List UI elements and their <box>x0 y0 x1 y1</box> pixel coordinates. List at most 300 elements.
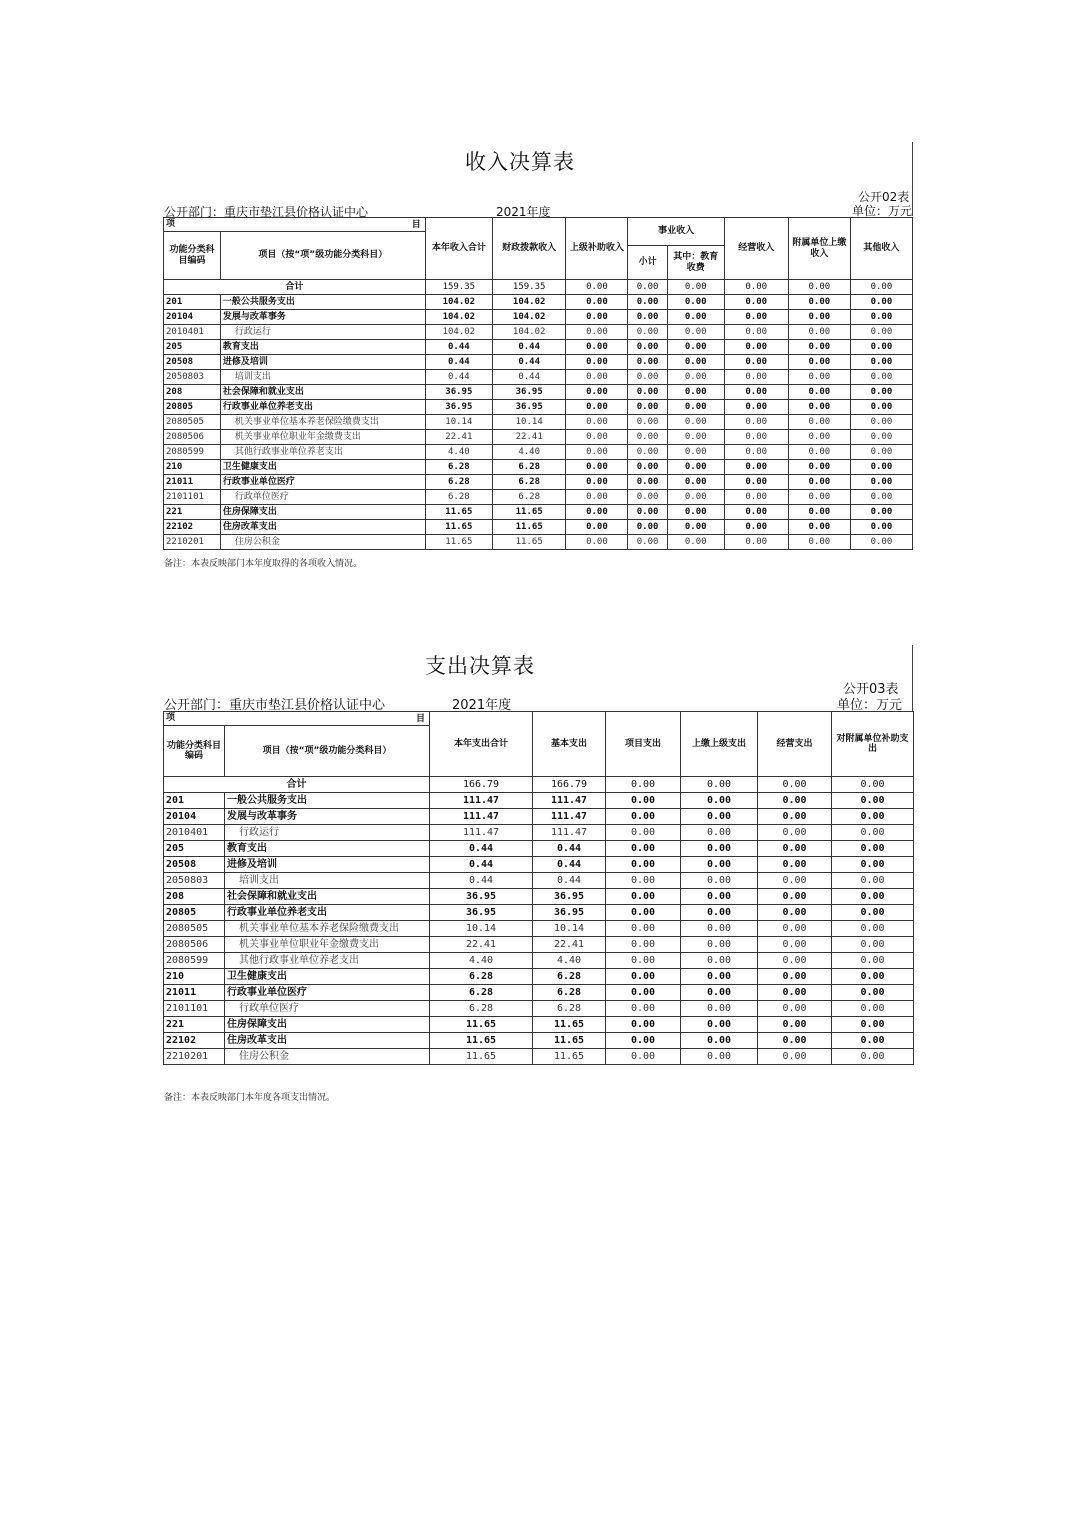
expense-row-value: 0.00 <box>606 873 681 889</box>
expense-row-value: 0.00 <box>681 841 758 857</box>
income-row-code: 2050803 <box>164 370 221 385</box>
income-head-xiangmu <box>164 218 426 232</box>
income-table-row <box>164 340 913 355</box>
expense-row-value: 0.00 <box>681 969 758 985</box>
income-row-value: 0.00 <box>566 445 628 460</box>
income-row-value: 0.00 <box>850 355 912 370</box>
expense-row-value: 6.28 <box>533 985 606 1001</box>
expense-table-row <box>164 969 914 985</box>
income-row-value: 0.00 <box>667 310 724 325</box>
income-row-value: 11.65 <box>425 505 492 520</box>
expense-row-value: 0.00 <box>758 937 832 953</box>
expense-table-row <box>164 889 914 905</box>
expense-row-code: 22102 <box>164 1033 225 1049</box>
income-row-name: 教育支出 <box>220 340 425 355</box>
income-row-value: 0.00 <box>566 310 628 325</box>
income-row-value: 0.00 <box>566 430 628 445</box>
income-table-row <box>164 460 913 475</box>
income-row-name: 培训支出 <box>220 370 425 385</box>
expense-row-value: 0.00 <box>606 1049 681 1065</box>
income-row-value: 6.28 <box>425 490 492 505</box>
expense-row-value: 0.44 <box>430 873 533 889</box>
expense-total-row <box>164 777 914 793</box>
income-row-value: 0.00 <box>850 370 912 385</box>
expense-row-value: 4.40 <box>430 953 533 969</box>
expense-row-value: 0.00 <box>681 905 758 921</box>
income-row-value: 0.00 <box>628 430 667 445</box>
income-row-code: 221 <box>164 505 221 520</box>
expense-row-name: 卫生健康支出 <box>225 969 430 985</box>
expense-row-code: 205 <box>164 841 225 857</box>
expense-row-code: 201 <box>164 793 225 809</box>
expense-col-header: 对附属单位补助支出 <box>832 712 914 777</box>
income-col-header: 其中：教育收费 <box>667 246 724 280</box>
expense-row-value: 36.95 <box>533 905 606 921</box>
expense-row-value: 0.00 <box>758 857 832 873</box>
income-row-value: 0.00 <box>566 535 628 550</box>
income-row-value: 0.00 <box>667 460 724 475</box>
expense-head-xiang: 项 <box>166 713 176 724</box>
expense-row-name: 一般公共服务支出 <box>225 793 430 809</box>
income-row-value: 0.00 <box>788 385 850 400</box>
expense-row-value: 0.00 <box>606 1001 681 1017</box>
income-row-name: 行政事业单位养老支出 <box>220 400 425 415</box>
income-col-header: 小计 <box>628 246 667 280</box>
income-row-value: 0.00 <box>850 295 912 310</box>
income-total-cell: 159.35 <box>492 280 565 295</box>
expense-row-value: 22.41 <box>430 937 533 953</box>
income-row-value: 0.00 <box>628 400 667 415</box>
expense-row-value: 0.00 <box>832 841 914 857</box>
income-row-value: 6.28 <box>425 475 492 490</box>
expense-row-code: 210 <box>164 969 225 985</box>
income-row-value: 0.00 <box>788 325 850 340</box>
expense-row-value: 111.47 <box>430 809 533 825</box>
expense-row-name: 培训支出 <box>225 873 430 889</box>
income-unit: 单位：万元 <box>852 204 913 218</box>
expense-row-name: 行政运行 <box>225 825 430 841</box>
income-row-value: 0.00 <box>724 445 788 460</box>
income-row-code: 2080505 <box>164 415 221 430</box>
income-row-value: 0.00 <box>566 415 628 430</box>
expense-row-value: 0.00 <box>832 1049 914 1065</box>
income-note: 备注：本表反映部门本年度取得的各项收入情况。 <box>164 559 363 569</box>
income-row-name: 其他行政事业单位养老支出 <box>220 445 425 460</box>
expense-row-value: 0.00 <box>606 889 681 905</box>
expense-note: 备注：本表反映部门本年度各项支出情况。 <box>164 1093 336 1103</box>
expense-row-value: 0.00 <box>832 857 914 873</box>
expense-row-value: 22.41 <box>533 937 606 953</box>
income-row-value: 0.00 <box>724 340 788 355</box>
expense-col-header: 项目支出 <box>606 712 681 777</box>
income-row-code: 2210201 <box>164 535 221 550</box>
income-col-header: 上级补助收入 <box>566 218 628 280</box>
income-table <box>163 217 913 550</box>
expense-row-value: 4.40 <box>533 953 606 969</box>
income-row-value: 104.02 <box>492 295 565 310</box>
income-total-cell: 0.00 <box>566 280 628 295</box>
income-row-value: 0.00 <box>850 520 912 535</box>
income-row-value: 0.00 <box>788 430 850 445</box>
income-row-value: 0.00 <box>667 430 724 445</box>
expense-total-cell: 0.00 <box>681 777 758 793</box>
income-year: 2021年度 <box>496 205 551 219</box>
expense-row-value: 111.47 <box>430 793 533 809</box>
expense-row-code: 21011 <box>164 985 225 1001</box>
expense-table-row <box>164 825 914 841</box>
income-row-value: 0.00 <box>667 400 724 415</box>
income-row-value: 10.14 <box>492 415 565 430</box>
income-title: 收入决算表 <box>465 150 575 174</box>
expense-row-value: 0.00 <box>832 905 914 921</box>
income-col-name-header: 项目（按“项”级功能分类科目） <box>220 232 425 280</box>
income-table-row <box>164 325 913 340</box>
expense-row-name: 住房改革支出 <box>225 1033 430 1049</box>
income-row-name: 发展与改革事务 <box>220 310 425 325</box>
expense-row-value: 11.65 <box>533 1049 606 1065</box>
expense-row-value: 0.00 <box>758 1017 832 1033</box>
income-right-border <box>912 142 913 216</box>
income-total-cell: 0.00 <box>628 280 667 295</box>
income-row-value: 0.00 <box>667 520 724 535</box>
income-row-value: 0.00 <box>788 295 850 310</box>
expense-row-value: 0.44 <box>430 857 533 873</box>
expense-row-value: 0.00 <box>758 793 832 809</box>
income-row-value: 0.00 <box>566 355 628 370</box>
expense-row-value: 0.00 <box>606 1017 681 1033</box>
income-row-value: 0.00 <box>628 415 667 430</box>
income-row-value: 0.44 <box>492 355 565 370</box>
income-row-name: 卫生健康支出 <box>220 460 425 475</box>
income-table-row <box>164 295 913 310</box>
expense-row-value: 0.00 <box>606 793 681 809</box>
expense-row-value: 0.00 <box>681 1049 758 1065</box>
expense-row-code: 2080599 <box>164 953 225 969</box>
income-row-value: 104.02 <box>492 325 565 340</box>
expense-row-value: 0.00 <box>606 857 681 873</box>
expense-row-value: 0.00 <box>681 889 758 905</box>
expense-row-value: 0.00 <box>832 953 914 969</box>
income-row-name: 进修及培训 <box>220 355 425 370</box>
income-row-value: 0.00 <box>628 355 667 370</box>
income-row-value: 0.00 <box>628 475 667 490</box>
income-row-value: 0.00 <box>724 400 788 415</box>
income-row-value: 0.00 <box>788 370 850 385</box>
expense-row-code: 2101101 <box>164 1001 225 1017</box>
expense-row-value: 0.00 <box>681 1033 758 1049</box>
expense-row-value: 0.00 <box>832 1033 914 1049</box>
expense-row-value: 0.00 <box>606 953 681 969</box>
income-row-code: 2010401 <box>164 325 221 340</box>
income-row-name: 机关事业单位基本养老保险缴费支出 <box>220 415 425 430</box>
income-form-no: 公开02表 <box>858 190 910 204</box>
income-row-value: 104.02 <box>425 295 492 310</box>
income-total-cell: 0.00 <box>667 280 724 295</box>
income-row-value: 0.00 <box>850 460 912 475</box>
income-row-value: 11.65 <box>492 520 565 535</box>
expense-row-value: 0.00 <box>832 1017 914 1033</box>
income-total-cell: 0.00 <box>788 280 850 295</box>
expense-row-value: 6.28 <box>430 1001 533 1017</box>
expense-total-label: 合计 <box>164 777 430 793</box>
income-row-value: 6.28 <box>492 490 565 505</box>
expense-table-row <box>164 841 914 857</box>
income-row-value: 0.00 <box>724 415 788 430</box>
expense-total-cell: 166.79 <box>430 777 533 793</box>
expense-col-header: 上缴上级支出 <box>681 712 758 777</box>
expense-head-xiangmu <box>164 712 430 726</box>
income-row-value: 0.44 <box>492 340 565 355</box>
income-row-value: 104.02 <box>425 310 492 325</box>
income-row-value: 0.00 <box>788 520 850 535</box>
income-row-value: 11.65 <box>425 535 492 550</box>
expense-total-cell: 0.00 <box>832 777 914 793</box>
income-row-value: 0.00 <box>724 325 788 340</box>
income-row-value: 0.00 <box>566 490 628 505</box>
expense-row-value: 0.00 <box>681 953 758 969</box>
income-row-value: 0.00 <box>628 340 667 355</box>
expense-row-value: 0.00 <box>606 937 681 953</box>
expense-row-value: 36.95 <box>533 889 606 905</box>
expense-row-value: 6.28 <box>533 1001 606 1017</box>
expense-table-row <box>164 921 914 937</box>
expense-row-value: 111.47 <box>533 825 606 841</box>
expense-row-name: 机关事业单位职业年金缴费支出 <box>225 937 430 953</box>
income-table-row <box>164 415 913 430</box>
expense-row-value: 0.00 <box>681 857 758 873</box>
income-row-value: 0.00 <box>850 490 912 505</box>
expense-row-name: 其他行政事业单位养老支出 <box>225 953 430 969</box>
income-table-row <box>164 475 913 490</box>
expense-row-value: 111.47 <box>533 809 606 825</box>
expense-col-header: 基本支出 <box>533 712 606 777</box>
income-row-value: 0.00 <box>566 520 628 535</box>
expense-row-value: 6.28 <box>430 969 533 985</box>
income-row-value: 0.00 <box>724 295 788 310</box>
income-row-value: 0.00 <box>667 370 724 385</box>
income-row-name: 一般公共服务支出 <box>220 295 425 310</box>
expense-row-value: 0.00 <box>758 809 832 825</box>
expense-table-row <box>164 937 914 953</box>
income-row-value: 0.00 <box>667 295 724 310</box>
income-row-value: 0.00 <box>850 310 912 325</box>
expense-row-name: 发展与改革事务 <box>225 809 430 825</box>
income-row-value: 0.00 <box>667 415 724 430</box>
income-row-name: 社会保障和就业支出 <box>220 385 425 400</box>
expense-row-name: 住房公积金 <box>225 1049 430 1065</box>
income-head-mu: 目 <box>411 220 421 230</box>
income-row-code: 208 <box>164 385 221 400</box>
expense-row-value: 0.00 <box>758 889 832 905</box>
expense-title: 支出决算表 <box>425 654 535 678</box>
income-row-value: 0.00 <box>628 385 667 400</box>
income-row-value: 0.00 <box>850 535 912 550</box>
income-row-code: 205 <box>164 340 221 355</box>
income-table-row <box>164 490 913 505</box>
expense-row-name: 行政单位医疗 <box>225 1001 430 1017</box>
expense-total-cell: 0.00 <box>758 777 832 793</box>
income-table-row <box>164 400 913 415</box>
income-table-row <box>164 355 913 370</box>
expense-row-value: 0.00 <box>832 1001 914 1017</box>
income-row-value: 0.00 <box>628 520 667 535</box>
income-row-value: 11.65 <box>492 505 565 520</box>
expense-row-name: 机关事业单位基本养老保险缴费支出 <box>225 921 430 937</box>
income-total-cell: 159.35 <box>425 280 492 295</box>
income-col-header: 其他收入 <box>850 218 912 280</box>
income-row-value: 0.00 <box>628 295 667 310</box>
income-row-value: 0.00 <box>566 460 628 475</box>
expense-row-value: 0.00 <box>606 809 681 825</box>
income-row-code: 2080599 <box>164 445 221 460</box>
income-row-value: 6.28 <box>492 475 565 490</box>
expense-col-name-header: 项目（按“项”级功能分类科目） <box>225 726 430 777</box>
income-row-value: 0.00 <box>628 505 667 520</box>
expense-row-value: 6.28 <box>430 985 533 1001</box>
expense-row-code: 208 <box>164 889 225 905</box>
income-head-xiang: 项 <box>166 219 176 230</box>
expense-table <box>163 711 914 1065</box>
expense-row-value: 0.00 <box>606 825 681 841</box>
expense-year: 2021年度 <box>452 698 512 713</box>
expense-row-code: 20104 <box>164 809 225 825</box>
expense-row-value: 0.00 <box>681 809 758 825</box>
income-row-value: 0.00 <box>850 340 912 355</box>
expense-row-value: 0.00 <box>681 937 758 953</box>
expense-row-value: 0.00 <box>832 873 914 889</box>
expense-row-value: 0.00 <box>606 1033 681 1049</box>
income-table-row <box>164 370 913 385</box>
income-row-value: 6.28 <box>492 460 565 475</box>
income-row-value: 0.00 <box>667 535 724 550</box>
income-row-code: 201 <box>164 295 221 310</box>
income-row-value: 0.00 <box>724 475 788 490</box>
expense-row-value: 11.65 <box>430 1049 533 1065</box>
income-row-value: 0.00 <box>724 460 788 475</box>
income-row-value: 0.00 <box>788 415 850 430</box>
expense-table-row <box>164 1049 914 1065</box>
income-table-row <box>164 310 913 325</box>
expense-row-value: 0.00 <box>758 953 832 969</box>
income-row-value: 104.02 <box>492 310 565 325</box>
income-row-value: 0.00 <box>850 445 912 460</box>
expense-row-value: 6.28 <box>533 969 606 985</box>
expense-table-row <box>164 985 914 1001</box>
income-row-value: 0.00 <box>788 505 850 520</box>
income-total-label: 合计 <box>164 280 426 295</box>
expense-row-value: 0.00 <box>832 889 914 905</box>
income-row-value: 0.00 <box>788 490 850 505</box>
expense-table-row <box>164 809 914 825</box>
income-row-value: 0.00 <box>628 370 667 385</box>
income-table-row <box>164 430 913 445</box>
income-row-value: 0.00 <box>566 385 628 400</box>
income-body <box>164 280 913 550</box>
income-row-value: 11.65 <box>425 520 492 535</box>
income-col-header: 附属单位上缴收入 <box>788 218 850 280</box>
expense-unit: 单位：万元 <box>837 698 903 713</box>
expense-row-value: 0.00 <box>681 825 758 841</box>
income-row-value: 0.00 <box>628 490 667 505</box>
income-col-code-header: 功能分类科目编码 <box>164 232 221 280</box>
expense-col-code-header: 功能分类科目编码 <box>164 726 225 777</box>
income-row-value: 0.00 <box>788 355 850 370</box>
expense-row-value: 0.00 <box>758 1001 832 1017</box>
expense-row-code: 221 <box>164 1017 225 1033</box>
expense-row-value: 0.00 <box>681 985 758 1001</box>
expense-row-code: 2010401 <box>164 825 225 841</box>
income-table-row <box>164 385 913 400</box>
income-row-value: 0.44 <box>492 370 565 385</box>
income-table-row <box>164 535 913 550</box>
income-row-value: 0.00 <box>788 445 850 460</box>
expense-row-value: 36.95 <box>430 889 533 905</box>
expense-row-value: 10.14 <box>430 921 533 937</box>
expense-total-cell: 166.79 <box>533 777 606 793</box>
income-row-value: 0.00 <box>724 520 788 535</box>
expense-row-code: 2080506 <box>164 937 225 953</box>
expense-head-mu: 目 <box>416 714 426 724</box>
expense-row-value: 0.00 <box>681 873 758 889</box>
expense-row-value: 0.44 <box>533 873 606 889</box>
expense-table-row <box>164 857 914 873</box>
expense-row-value: 111.47 <box>533 793 606 809</box>
expense-row-value: 0.00 <box>606 969 681 985</box>
income-row-value: 0.00 <box>566 340 628 355</box>
income-row-value: 11.65 <box>492 535 565 550</box>
income-row-value: 0.00 <box>628 535 667 550</box>
expense-row-value: 0.00 <box>758 1049 832 1065</box>
income-row-code: 21011 <box>164 475 221 490</box>
income-table-row <box>164 445 913 460</box>
expense-table-row <box>164 1033 914 1049</box>
income-row-value: 0.00 <box>850 475 912 490</box>
expense-row-value: 11.65 <box>533 1033 606 1049</box>
income-row-value: 22.41 <box>425 430 492 445</box>
expense-dept: 公开部门：重庆市垫江县价格认证中心 <box>164 698 386 713</box>
income-row-value: 0.00 <box>628 310 667 325</box>
income-row-name: 行政单位医疗 <box>220 490 425 505</box>
expense-row-name: 住房保障支出 <box>225 1017 430 1033</box>
income-row-value: 4.40 <box>425 445 492 460</box>
expense-table-row <box>164 1001 914 1017</box>
expense-row-code: 20508 <box>164 857 225 873</box>
income-row-value: 0.00 <box>724 490 788 505</box>
expense-row-value: 0.00 <box>681 793 758 809</box>
income-row-value: 0.00 <box>667 325 724 340</box>
income-row-value: 0.00 <box>788 340 850 355</box>
expense-row-value: 0.00 <box>832 825 914 841</box>
income-row-value: 0.00 <box>667 445 724 460</box>
income-row-name: 住房保障支出 <box>220 505 425 520</box>
income-row-value: 0.00 <box>566 505 628 520</box>
income-row-value: 0.00 <box>667 340 724 355</box>
expense-table-row <box>164 1017 914 1033</box>
expense-right-border <box>912 645 913 711</box>
expense-row-value: 0.00 <box>832 921 914 937</box>
income-row-value: 0.00 <box>667 505 724 520</box>
income-row-code: 2080506 <box>164 430 221 445</box>
expense-row-value: 0.00 <box>758 825 832 841</box>
income-row-code: 2101101 <box>164 490 221 505</box>
income-col-header: 本年收入合计 <box>425 218 492 280</box>
income-row-value: 0.44 <box>425 340 492 355</box>
expense-row-value: 0.00 <box>606 841 681 857</box>
income-row-value: 104.02 <box>425 325 492 340</box>
expense-row-value: 0.00 <box>758 1033 832 1049</box>
income-total-cell: 0.00 <box>724 280 788 295</box>
income-col-header: 经营收入 <box>724 218 788 280</box>
